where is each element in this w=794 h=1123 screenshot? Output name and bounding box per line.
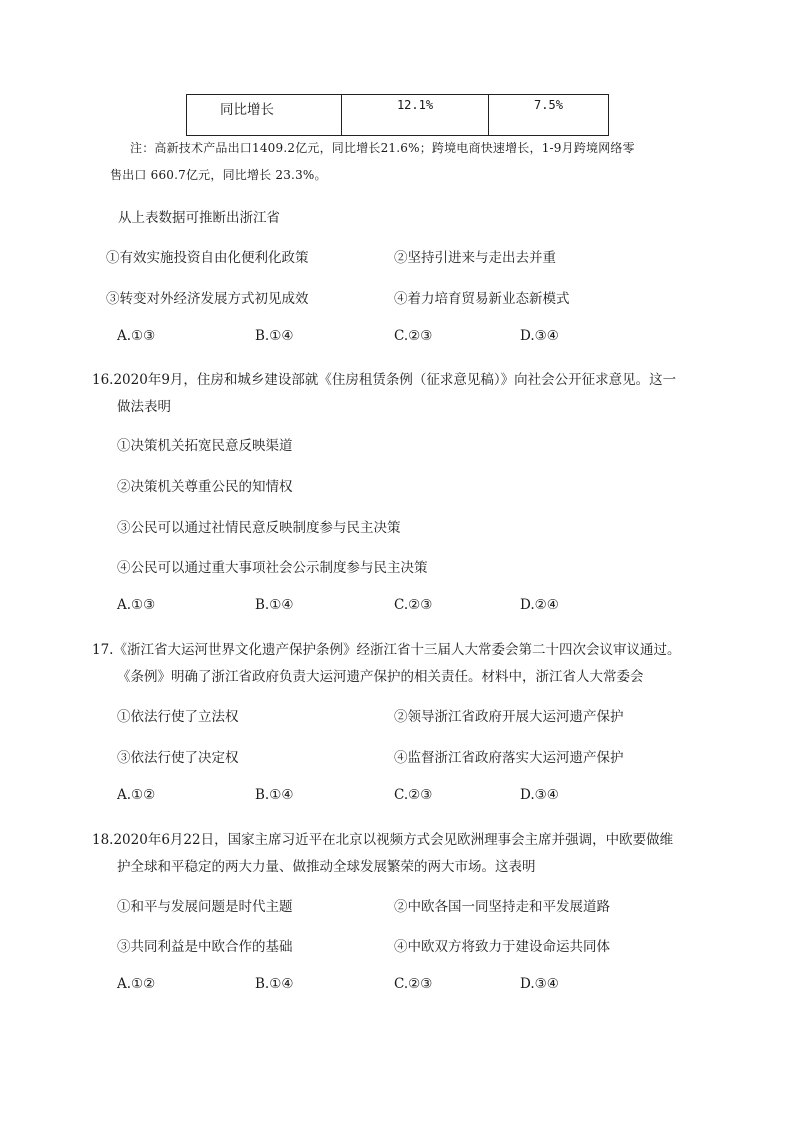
q18-item-3: ③共同利益是中欧合作的基础 [117,939,293,955]
q18-stem-line1: 18.2020年6月22日，国家主席习近平在北京以视频方式会见欧洲理事会主席并强调，中欧要做维 [92,832,674,848]
q18-choice-d[interactable]: D.③④ [520,976,559,992]
q18-item-2: ②中欧各国一同坚持走和平发展道路 [394,899,610,915]
q17-stem-line2: 《条例》明确了浙江省政府负责大运河遗产保护的相关责任。材料中，浙江省人大常委会 [117,669,644,685]
q17-item-2: ②领导浙江省政府开展大运河遗产保护 [394,709,624,725]
table-cell: 7.5% [489,95,609,136]
q18-item-4: ④中欧双方将致力于建设命运共同体 [394,939,610,955]
table-note-line2: 售出口 660.7亿元，同比增长 23.3%。 [110,168,327,182]
table-row [187,95,609,136]
row-label: 同比增长 [187,95,342,136]
q16-item-1: ①决策机关拓宽民意反映渠道 [117,438,293,454]
q17-item-4: ④监督浙江省政府落实大运河遗产保护 [394,750,624,766]
q15-item-1: ①有效实施投资自由化便利化政策 [106,250,309,266]
q18-choice-c[interactable]: C.②③ [394,976,433,992]
q18-item-1: ①和平与发展问题是时代主题 [117,899,293,915]
q15-item-2: ②坚持引进来与走出去并重 [394,250,556,266]
q16-choice-a[interactable]: A.①③ [117,597,156,613]
q15-choice-a[interactable]: A.①③ [117,328,156,344]
q18-choice-b[interactable]: B.①④ [255,976,294,992]
q15-choice-b[interactable]: B.①④ [255,328,294,344]
q17-stem-line1: 17.《浙江省大运河世界文化遗产保护条例》经浙江省十三届人大常委会第二十四次会议审议通过。 [92,642,681,658]
q16-stem-line1: 16.2020年9月，住房和城乡建设部就《住房租赁条例（征求意见稿）》向社会公开征求意见。这一 [92,372,677,388]
q17-item-3: ③依法行使了决定权 [117,750,239,766]
table-note-line1: 注：高新技术产品出口1409.2亿元，同比增长21.6%；跨境电商快速增长，1-9月跨境网络零 [130,141,635,155]
q15-item-4: ④着力培育贸易新业态新模式 [394,291,570,307]
trade-stats-table [186,94,609,136]
q16-choice-d[interactable]: D.②④ [520,597,559,613]
q17-choice-d[interactable]: D.③④ [520,787,559,803]
q17-choice-a[interactable]: A.①② [117,787,156,803]
q15-choice-d[interactable]: D.③④ [520,328,559,344]
q16-item-4: ④公民可以通过重大事项社会公示制度参与民主决策 [117,560,428,576]
q16-item-2: ②决策机关尊重公民的知情权 [117,479,293,495]
q15-choice-c[interactable]: C.②③ [394,328,433,344]
q17-item-1: ①依法行使了立法权 [117,709,239,725]
q16-stem-line2: 做法表明 [117,399,171,415]
q18-stem-line2: 护全球和平稳定的两大力量、做推动全球发展繁荣的两大市场。这表明 [117,859,536,875]
q16-choice-b[interactable]: B.①④ [255,597,294,613]
q16-choice-c[interactable]: C.②③ [394,597,433,613]
table-cell: 12.1% [342,95,489,136]
q15-item-3: ③转变对外经济发展方式初见成效 [106,291,309,307]
q16-item-3: ③公民可以通过社情民意反映制度参与民主决策 [117,520,401,536]
q18-choice-a[interactable]: A.①② [117,976,156,992]
q15-stem: 从上表数据可推断出浙江省 [118,210,280,226]
q17-choice-b[interactable]: B.①④ [255,787,294,803]
q17-choice-c[interactable]: C.②③ [394,787,433,803]
